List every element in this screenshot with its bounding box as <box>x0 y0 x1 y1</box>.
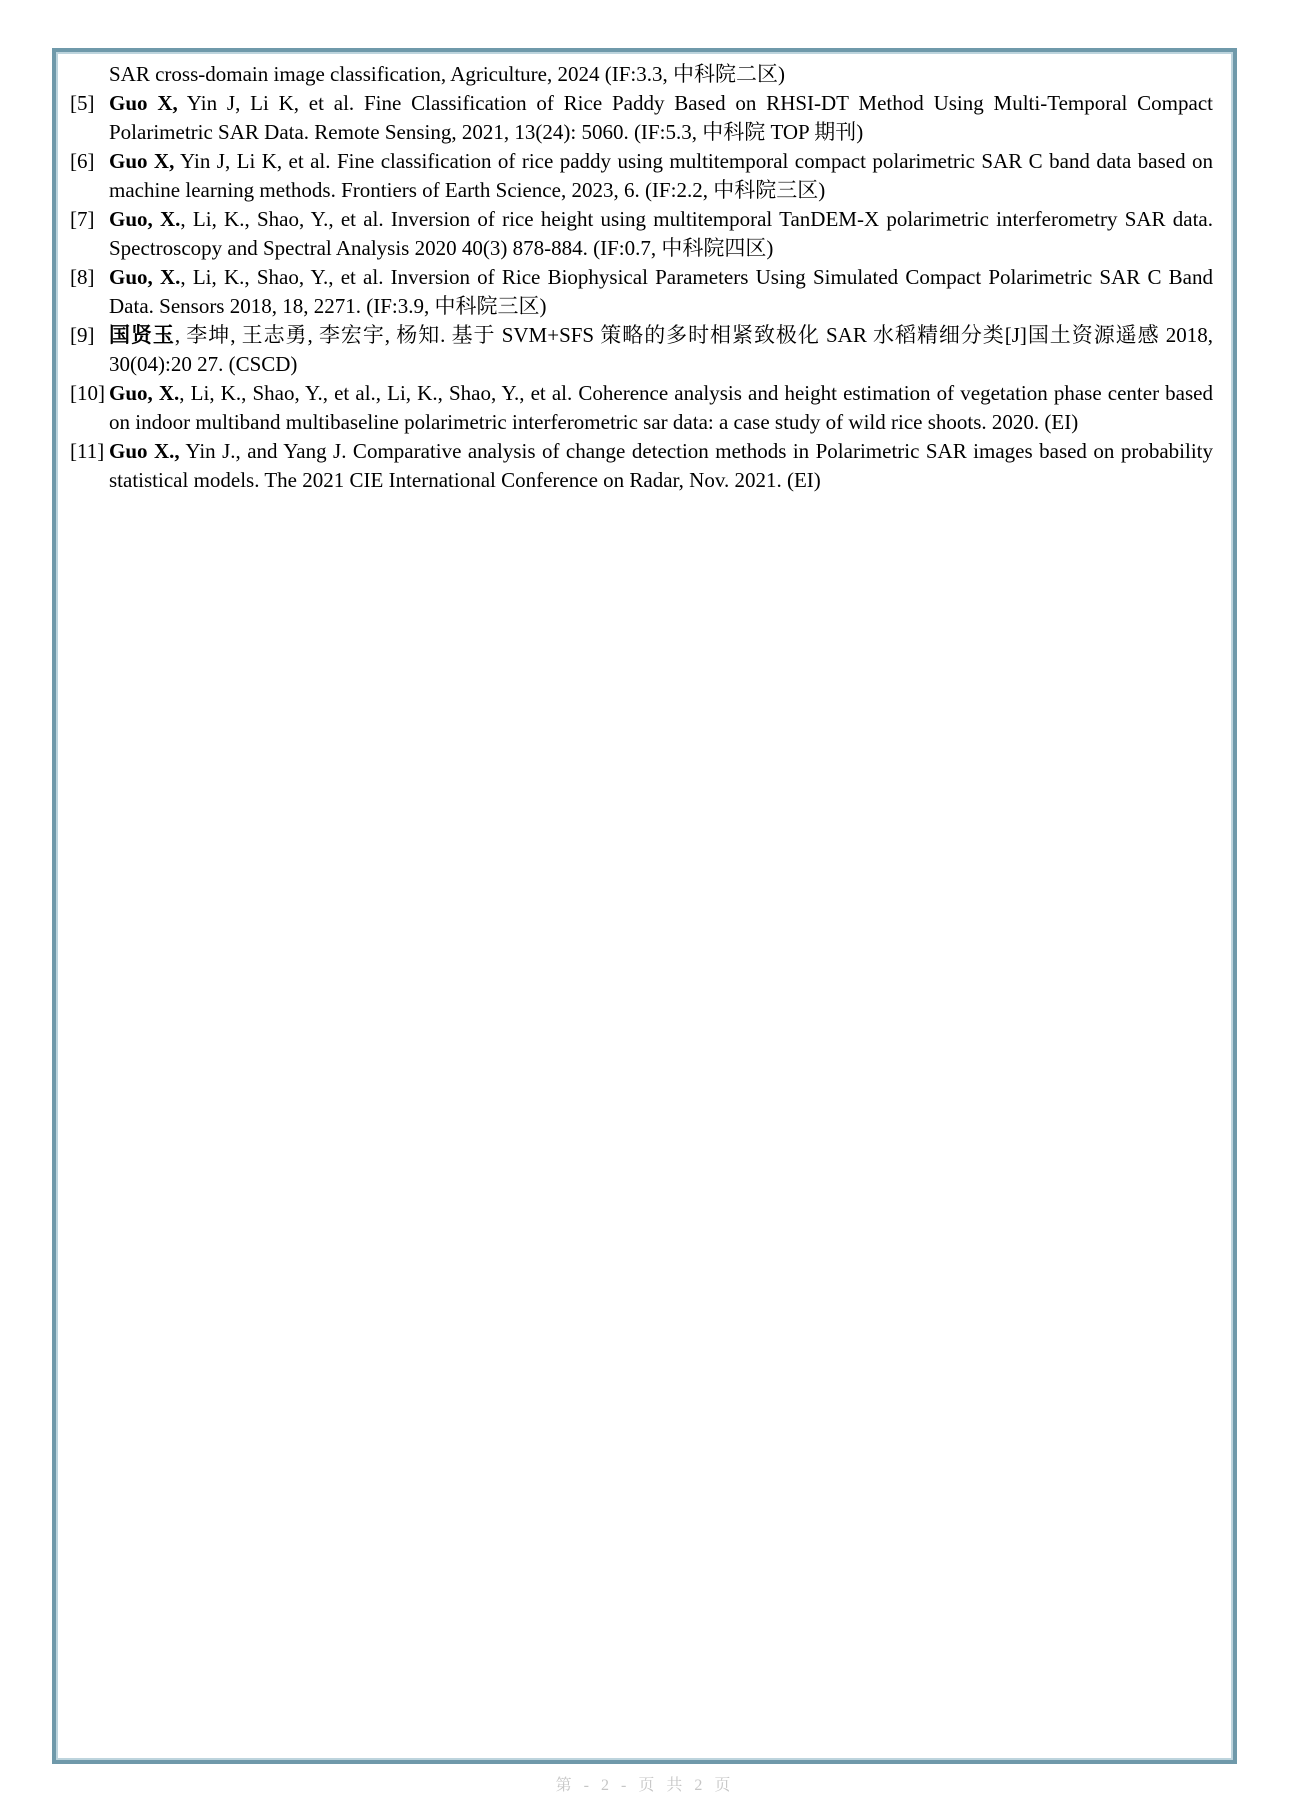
reference-body <box>109 207 1213 260</box>
reference-number: [8] <box>70 265 95 289</box>
reference-authors-bold: 国贤玉 <box>109 323 175 347</box>
reference-body <box>109 381 1213 434</box>
reference-body <box>109 149 1213 202</box>
reference-authors-bold: Guo X, <box>109 91 178 115</box>
reference-authors-bold: Guo X, <box>109 149 175 173</box>
reference-text: , Li, K., Shao, Y., et al., Li, K., Shao, Y., et al. Coherence analysis and height estimation of vegetation phase center based on indoor multiband multibaseline polarimetric interferometric sar data: a case study of wild rice shoots. 2020. (EI) <box>109 381 1213 434</box>
reference-number: [5] <box>70 91 95 115</box>
reference-authors-bold: Guo, X. <box>109 207 181 231</box>
reference-number: [9] <box>70 323 95 347</box>
reference-number: [7] <box>70 207 95 231</box>
reference-item-10 <box>70 379 1213 437</box>
reference-item-7 <box>70 205 1213 263</box>
reference-item-9 <box>70 321 1213 379</box>
reference-item-6 <box>70 147 1213 205</box>
reference-number: [11] <box>70 439 105 463</box>
reference-text: , Li, K., Shao, Y., et al. Inversion of Rice Biophysical Parameters Using Simulated Compact Polarimetric SAR C Band Data. Sensors 2018, 18, 2271. (IF:3.9, 中科院三区) <box>109 265 1213 318</box>
reference-text: Yin J, Li K, et al. Fine classification of rice paddy using multitemporal compact polarimetric SAR C band data based on machine learning methods. Frontiers of Earth Science, 2023, 6. (IF:2.2, 中科院三区) <box>109 149 1213 202</box>
reference-authors-bold: Guo, X. <box>109 265 181 289</box>
reference-body <box>109 323 1213 376</box>
reference-body <box>109 265 1213 318</box>
page-content <box>58 54 1231 1758</box>
reference-body <box>109 439 1213 492</box>
reference-body <box>109 91 1213 144</box>
reference-item-11 <box>70 437 1213 495</box>
reference-4-continuation-line: SAR cross-domain image classification, Agriculture, 2024 (IF:3.3, 中科院二区) <box>109 62 785 86</box>
reference-item-8 <box>70 263 1213 321</box>
reference-number: [10] <box>70 381 105 405</box>
page-border-frame <box>52 48 1237 1764</box>
reference-authors-bold: Guo, X. <box>109 381 180 405</box>
reference-text: , Li, K., Shao, Y., et al. Inversion of rice height using multitemporal TanDEM-X polarimetric interferometry SAR data. Spectroscopy and Spectral Analysis 2020 40(3) 878-884. (IF:0.7, 中科院四区) <box>109 207 1213 260</box>
page-footer: 第 - 2 - 页 共 2 页 <box>555 1777 735 1794</box>
reference-number: [6] <box>70 149 95 173</box>
reference-text: Yin J, Li K, et al. Fine Classification of Rice Paddy Based on RHSI-DT Method Using Multi-Temporal Compact Polarimetric SAR Data. Remote Sensing, 2021, 13(24): 5060. (IF:5.3, 中科院 TOP 期刊) <box>109 91 1213 144</box>
reference-item-5 <box>70 89 1213 147</box>
reference-text: Yin J., and Yang J. Comparative analysis of change detection methods in Polarimetric SAR images based on probability statistical models. The 2021 CIE International Conference on Radar, Nov. 2021. (EI) <box>109 439 1213 492</box>
reference-text: , 李坤, 王志勇, 李宏宇, 杨知. 基于 SVM+SFS 策略的多时相紧致极化 SAR 水稻精细分类[J]国土资源遥感 2018, 30(04):20 27. (CSCD) <box>109 323 1214 376</box>
publication-list <box>70 60 1213 495</box>
reference-authors-bold: Guo X., <box>109 439 180 463</box>
